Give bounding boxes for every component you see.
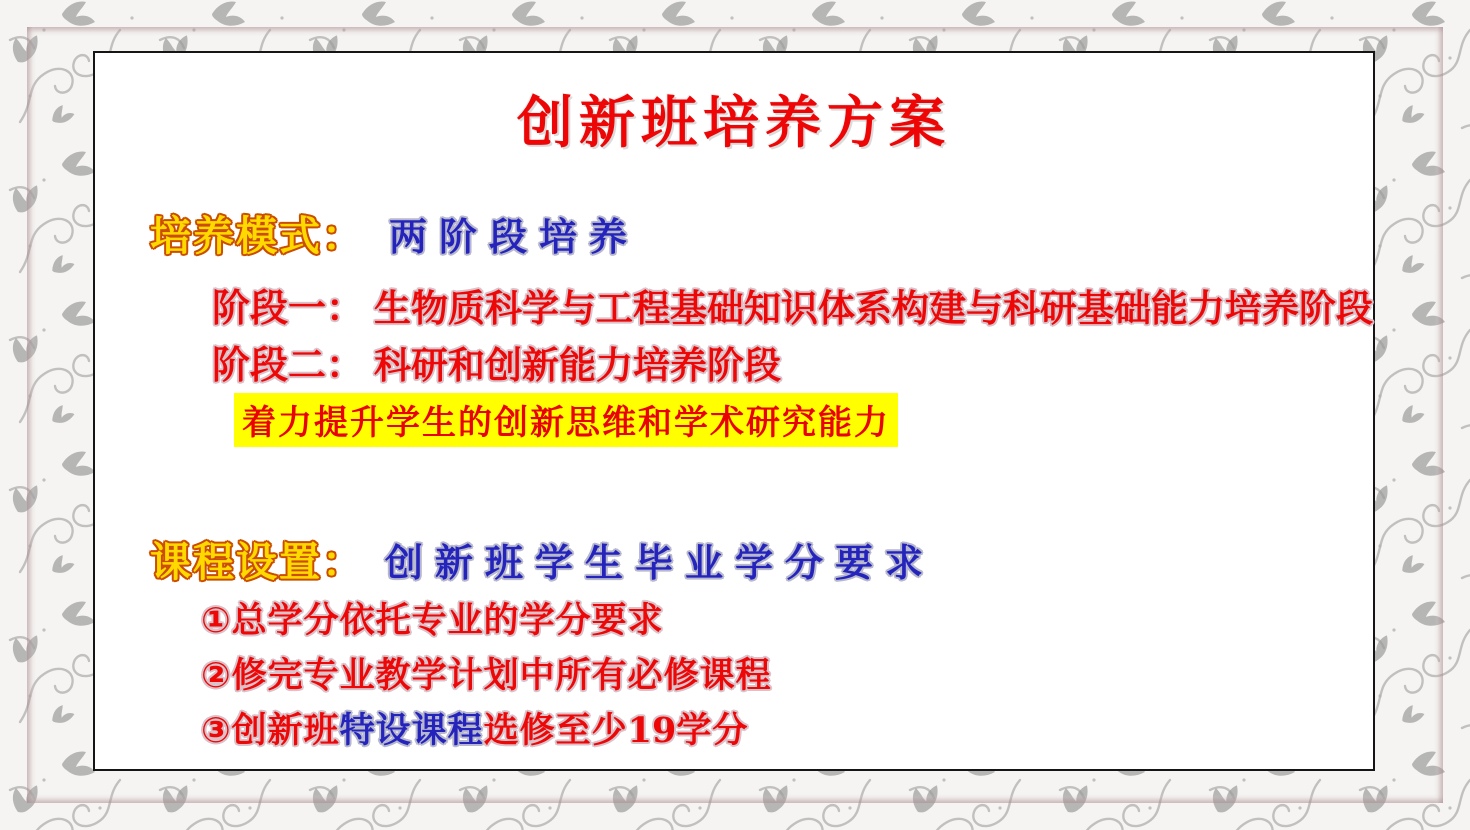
- stage-one-text: 生物质科学与工程基础知识体系构建与科研基础能力培养阶段: [374, 287, 1374, 330]
- training-mode-value: 两阶段培养: [389, 215, 640, 259]
- slide-title: 创新班培养方案: [517, 91, 951, 156]
- stage-two-text: 科研和创新能力培养阶段: [374, 344, 782, 387]
- item-3-blue-part: 特设课程: [339, 711, 484, 751]
- stage-two-label: 阶段二：: [212, 343, 365, 387]
- item-3-red-part-3: 学分: [676, 711, 749, 751]
- curriculum-row: [150, 529, 935, 588]
- curriculum-value: 创新班学生毕业学分要求: [385, 541, 936, 585]
- credit-requirement-item-2: ②修完专业教学计划中所有必修课程: [201, 656, 772, 696]
- stage-one-row: [212, 277, 1373, 332]
- item-3-credit-number: 19: [627, 710, 677, 751]
- training-mode-row: [150, 203, 639, 262]
- stage-one-label: 阶段一：: [212, 286, 365, 330]
- credit-requirement-item-3: [201, 703, 748, 753]
- credit-requirement-item-1: ①总学分依托专业的学分要求: [201, 601, 664, 641]
- highlighted-statement: 着力提升学生的创新思维和学术研究能力: [234, 393, 898, 447]
- item-3-red-part-1: ③创新班: [201, 711, 340, 751]
- curriculum-label: 课程设置：: [150, 538, 365, 586]
- item-3-red-part-2: 选修至少: [483, 711, 628, 751]
- slide-panel: [93, 51, 1375, 771]
- highlight-row: [234, 393, 898, 447]
- stage-two-row: [212, 334, 781, 389]
- training-mode-label: 培养模式：: [150, 212, 365, 260]
